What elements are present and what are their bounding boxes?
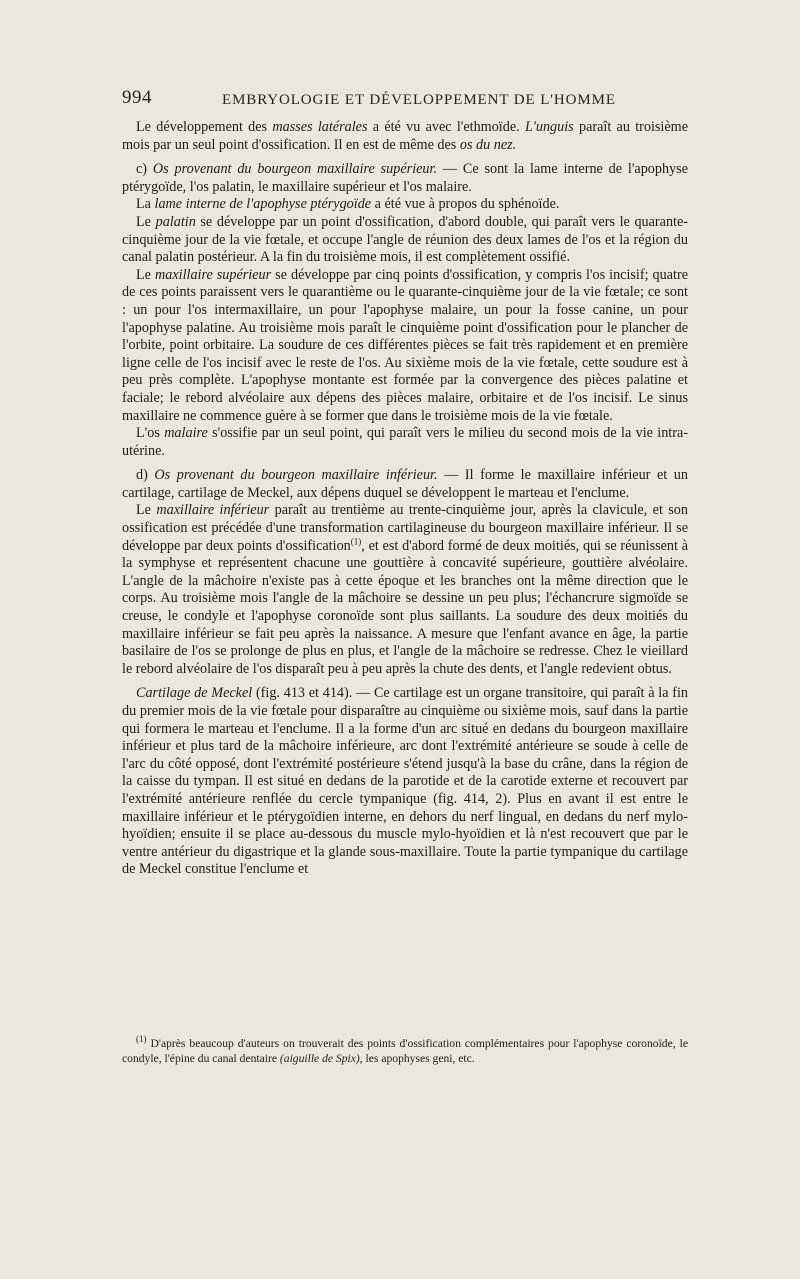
italic-term: malaire	[164, 425, 208, 442]
footnote	[122, 1036, 688, 1066]
footnote-reference[interactable]: (1)	[350, 535, 362, 546]
text-run: Le	[136, 502, 157, 519]
paragraph-maxillaire-inferieur	[122, 502, 688, 678]
text-run: L'os	[136, 425, 165, 442]
italic-term: maxillaire inférieur	[156, 502, 270, 519]
section-title: Os provenant du bourgeon maxillaire inférieur.	[154, 467, 438, 484]
text-run: D'après beaucoup d'auteurs on trouverait des points d'ossification complémentaires pour l'apophyse coronoïde, le condyle, l'épine du canal dentaire	[122, 1037, 688, 1065]
text-run: a été vue à propos du sphénoïde.	[371, 196, 560, 213]
text-run: — Ce sont la lame interne de l'apophyse ptérygoïde, l'os palatin, le maxillaire supérieur et l'os malaire.	[122, 161, 688, 195]
paragraph-lame-interne	[122, 196, 688, 214]
text-run: c)	[136, 161, 153, 178]
text-run: se développe par cinq points d'ossification, y compris l'os incisif; quatre de ces points paraissent vers le quarantième ou le quarante-cinquième jour de la vie fœtale; ce sont : un pour l'os intermaxillaire, un pour l'apophyse malaire, un pour la fosse canine, un pour l'apophyse palatine. Au troisième mois paraît le cinquième point d'ossification pour le plancher de l'orbite, point orbitaire. La soudure de ces différentes pièces se fait très rapidement et en première ligne celle de l'os incisif avec le reste de l'os. Au sixième mois de la vie fœtale, cette soudure est à peu près complète. L'apophyse montante est formée par la convergence des pièces palatine et faciale; le rebord alvéolaire aux dépens des pièces malaire, orbitaire et de l'os incisif. Le sinus maxillaire ne commence guère à se former que dans le troisième mois de la vie fœtale.	[122, 266, 688, 424]
italic-term: os du nez.	[459, 136, 517, 153]
paragraph-cartilage-meckel	[122, 685, 688, 879]
text-run: paraît au troisième mois par un seul point d'ossification. Il en est de même des	[122, 119, 688, 153]
section-heading-maxillaire-inferieur	[122, 467, 688, 502]
italic-term: L'unguis	[524, 119, 574, 135]
running-title: EMBRYOLOGIE ET DÉVELOPPEMENT DE L'HOMME	[222, 92, 616, 108]
text-run: paraît au trentième au trente-cinquième jour, après la clavicule, et son ossification est précédée d'une transformation cartilagineuse du bourgeon maxillaire inférieur. Il se développe par deux points d'ossification	[122, 502, 688, 554]
paragraph-masses-laterales	[122, 119, 688, 154]
page-number: 994	[122, 87, 152, 108]
section-heading-maxillaire-superieur	[122, 161, 688, 196]
italic-term: Cartilage de Meckel	[136, 685, 253, 702]
footnote-marker: (1)	[136, 1034, 147, 1045]
text-run: Le développement des	[136, 119, 273, 135]
italic-term: (aiguille de Spix)	[279, 1052, 360, 1065]
italic-term: masses latérales	[272, 119, 368, 135]
text-run: a été vu avec l'ethmoïde.	[367, 119, 525, 135]
body-text	[122, 119, 688, 879]
italic-term: lame interne de l'apophyse ptérygoïde	[154, 196, 372, 213]
paragraph-palatin	[122, 214, 688, 267]
text-run: d)	[136, 467, 155, 484]
footnote-text	[122, 1036, 688, 1066]
text-run: (fig. 413 et 414). — Ce cartilage est un organe transitoire, qui paraît à la fin du premier mois de la vie fœtale pour disparaître au cinquième ou sixième mois, sauf dans la partie qui formera le marteau et l'enclume. Il a la forme d'un arc situé en dedans du bourgeon maxillaire inférieur et plus tard de la mâchoire inférieure, arc dont l'extrémité antérieure se soude à celle de l'arc du côté opposé, dont l'extrémité postérieure s'étend jusqu'à la base du crâne, dans la région de la caisse du tympan. Il est situé en dedans de la parotide et de la carotide externe et recouvert par l'extrémité antérieure renflée du cercle tympanique (fig. 414, 2). Plus en avant il est entre le maxillaire inférieur et le ptérygoïdien interne, en dehors du nerf lingual, en dedans du nerf mylo-hyoïdien; ensuite il se place au-dessous du muscle mylo-hyoïdien et là n'est recouvert que par le ventre antérieur du digastrique et la glande sous-maxillaire. Toute la partie tympanique du cartilage de Meckel constitue l'enclume et	[122, 685, 688, 878]
paragraph-malaire	[122, 425, 688, 460]
text-run: Le	[136, 266, 155, 283]
italic-term: palatin	[155, 213, 196, 230]
text-run: — Il forme le maxillaire inférieur et un cartilage, cartilage de Meckel, aux dépens duquel se développent le marteau et l'enclume.	[122, 467, 688, 501]
text-run: , et est d'abord formé de deux moitiés, qui se réunissent à la symphyse et représentent chacune une gouttière à concavité supérieure, gouttière alvéolaire. L'angle de la mâchoire n'existe pas à cette époque et les branches ont la même direction que le corps. Au troisième mois l'angle de la mâchoire se dessine un peu plus; l'échancrure sigmoïde se creuse, le condyle et l'apophyse coronoïde sont plus saillants. La soudure des deux moitiés du maxillaire inférieur se fait peu après la naissance. A mesure que l'enfant avance en âge, la partie basilaire de l'os se prolonge de plus en plus, et l'angle de la mâchoire se redresse. Chez le vieillard le rebord alvéolaire de l'os disparaît peu à peu après la chute des dents, et l'angle redevient obtus.	[122, 537, 688, 677]
section-title: Os provenant du bourgeon maxillaire supérieur.	[152, 161, 438, 178]
text-run: s'ossifie par un seul point, qui paraît vers le milieu du second mois de la vie intra-utérine.	[122, 425, 688, 459]
text-run: La	[136, 196, 155, 213]
text-run: se développe par un point d'ossification, d'abord double, qui paraît vers le quarante-cinquième jour de la vie fœtale, et occupe l'angle de réunion des deux lames de l'os et la région du canal palatin postérieur. A la fin du troisième mois, il est complètement ossifié.	[122, 213, 689, 266]
paragraph-maxillaire-superieur	[122, 267, 688, 425]
italic-term: maxillaire supérieur	[154, 266, 272, 283]
text-run: Le	[136, 213, 156, 230]
text-run: , les apophyses geni, etc.	[359, 1052, 475, 1065]
